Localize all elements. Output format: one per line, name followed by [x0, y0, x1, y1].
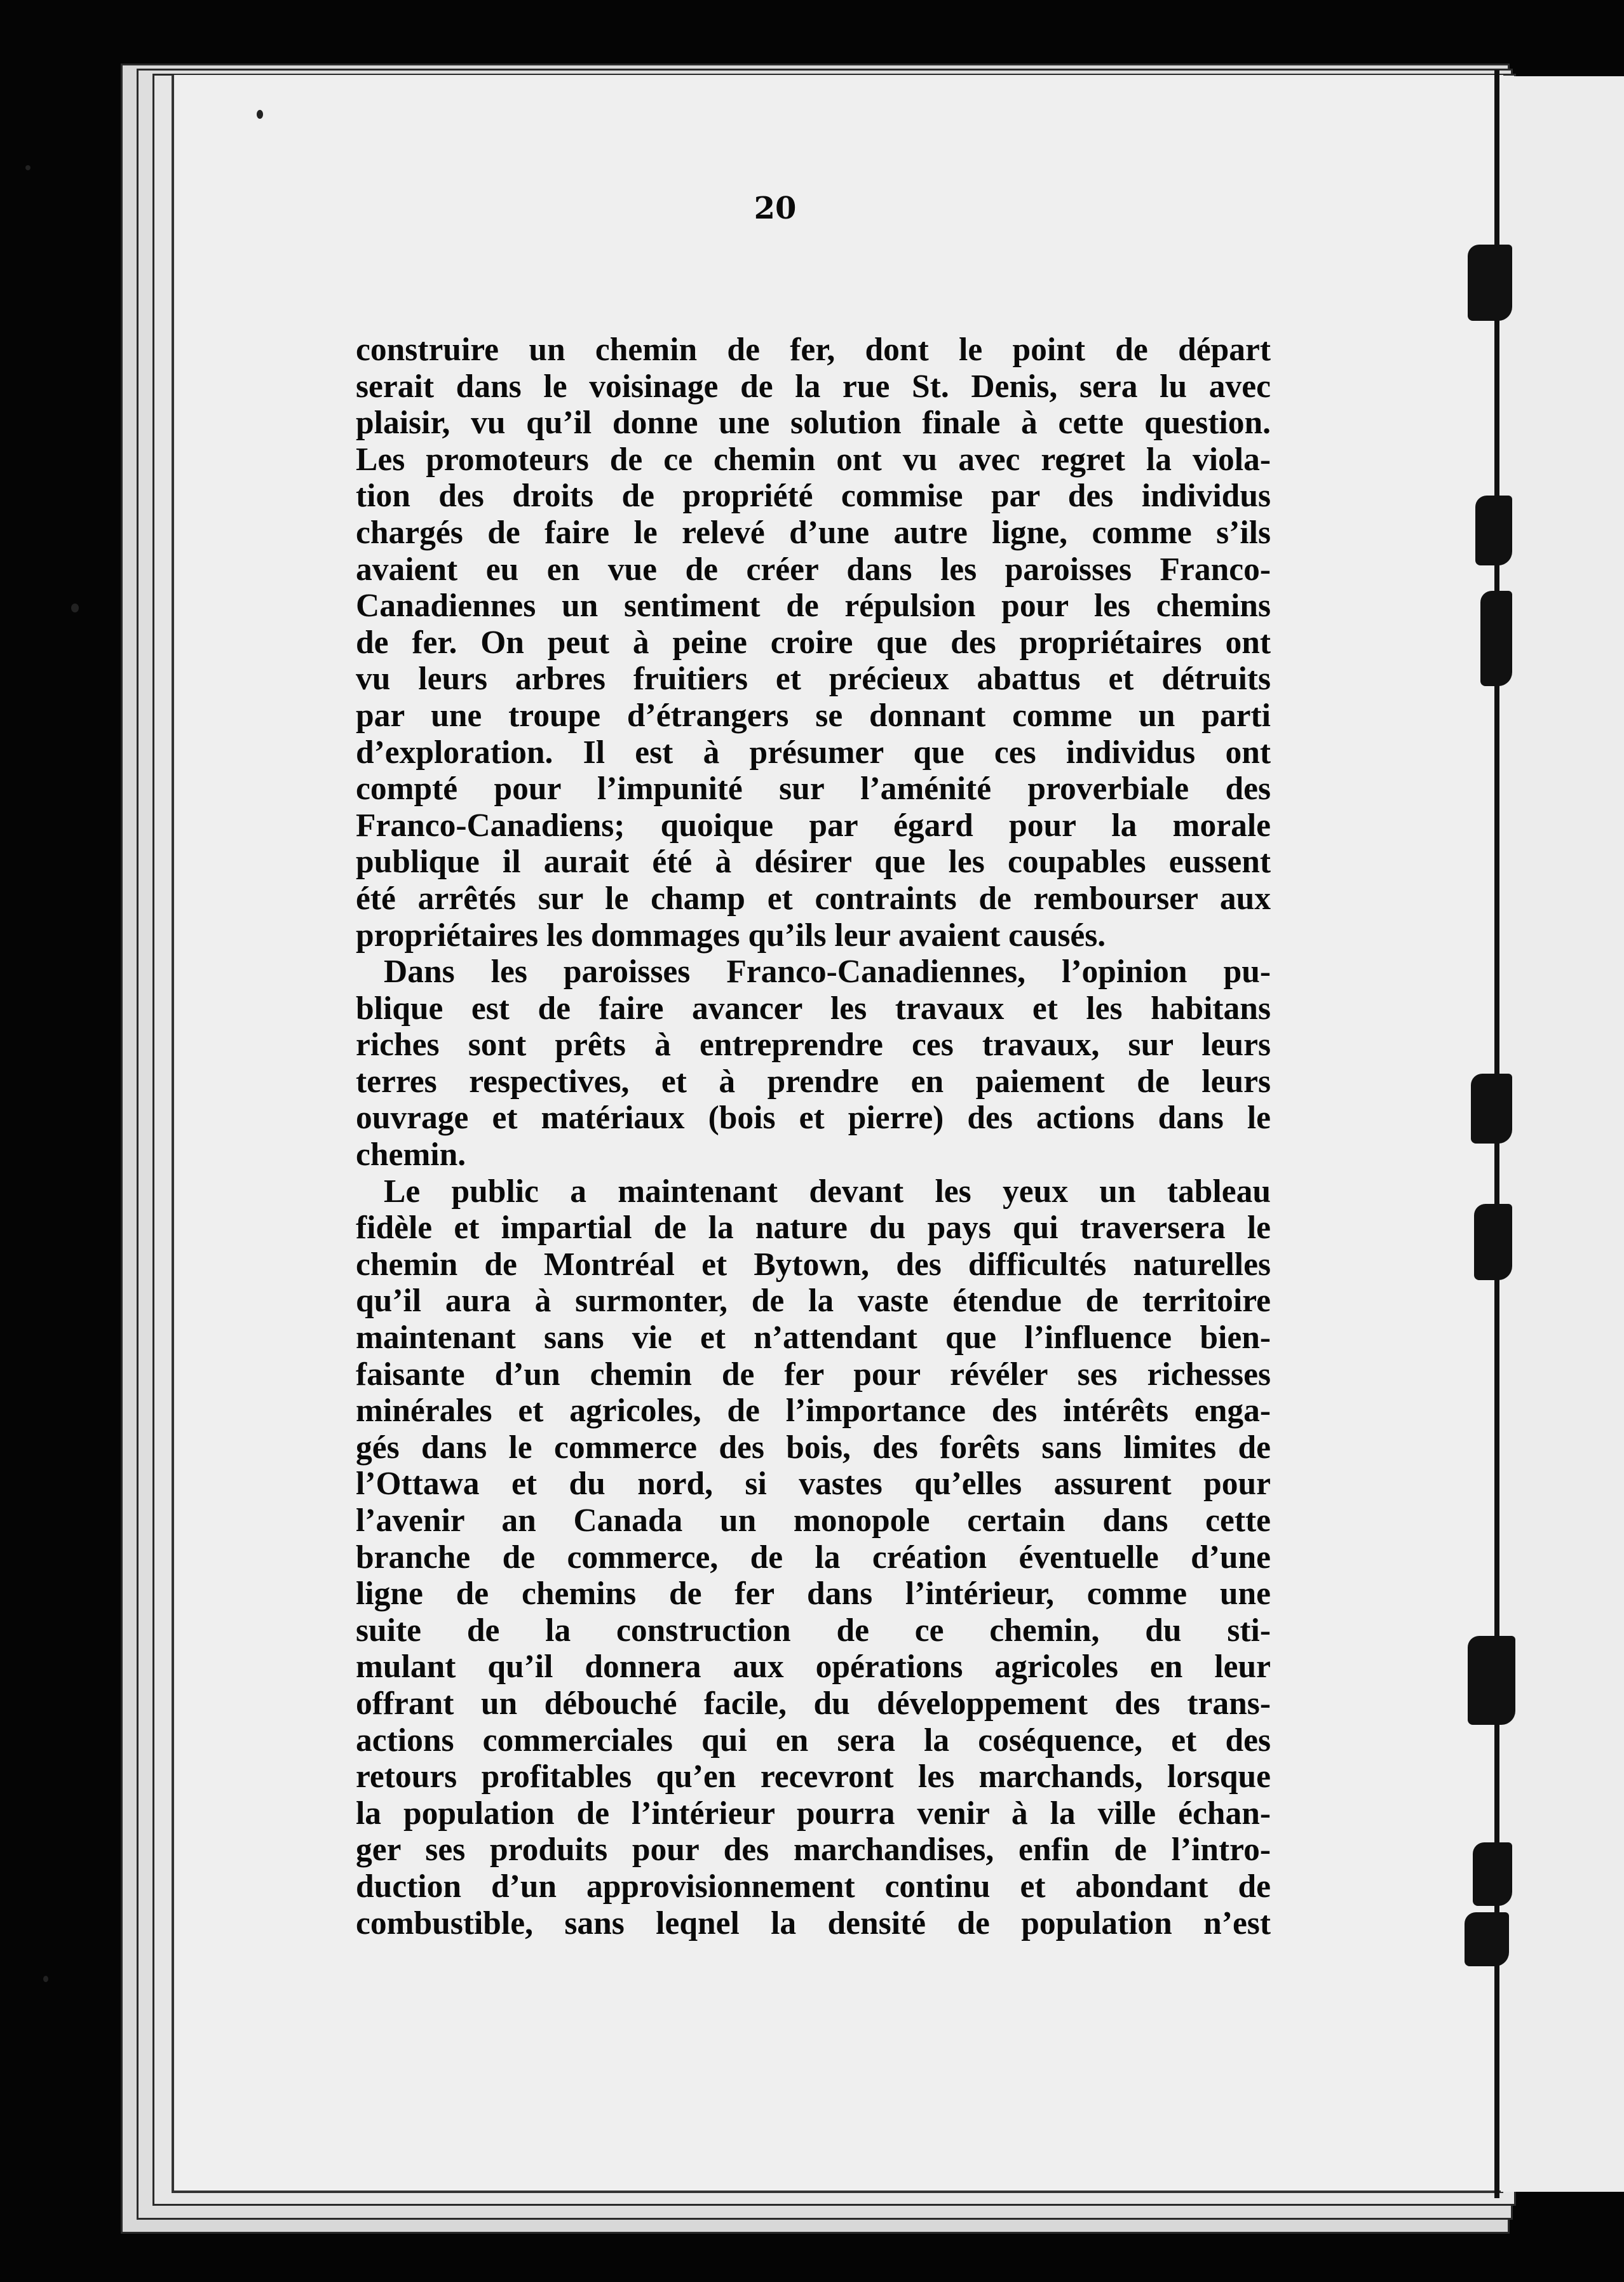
- text-line: tion des droits de propriété commise par des individus: [356, 478, 1271, 515]
- text-line: terres respectives, et à prendre en paiement de leurs: [356, 1063, 1271, 1100]
- text-line: minérales et agricoles, de l’importance des intérêts enga-: [356, 1393, 1271, 1429]
- binding-stitch: [1465, 1912, 1509, 1966]
- text-line: construire un chemin de fer, dont le point de départ: [356, 332, 1271, 368]
- text-line: l’Ottawa et du nord, si vastes qu’elles assurent pour: [356, 1466, 1271, 1502]
- text-line: branche de commerce, de la création éventuelle d’une: [356, 1539, 1271, 1576]
- text-line: Canadiennes un sentiment de répulsion pour les chemins: [356, 588, 1271, 625]
- text-line: blique est de faire avancer les travaux et les habitans: [356, 990, 1271, 1027]
- text-line: suite de la construction de ce chemin, du sti-: [356, 1612, 1271, 1649]
- text-line: chargés de faire le relevé d’une autre ligne, comme s’ils: [356, 514, 1271, 551]
- ink-speck: [43, 1976, 48, 1982]
- text-line: Le public a maintenant devant les yeux un tableau: [384, 1173, 1271, 1210]
- text-line: plaisir, vu qu’il donne une solution finale à cette question.: [356, 405, 1271, 442]
- text-line: duction d’un approvisionnement continu et abondant de: [356, 1868, 1271, 1905]
- facing-page-edge: [1501, 76, 1624, 2192]
- text-line: serait dans le voisinage de la rue St. Denis, sera lu avec: [356, 368, 1271, 405]
- text-line: maintenant sans vie et n’attendant que l’influence bien-: [356, 1320, 1271, 1356]
- text-line: chemin.: [356, 1137, 466, 1173]
- ink-speck: [25, 165, 30, 170]
- binding-stitch: [1480, 591, 1512, 686]
- text-line: par une troupe d’étrangers se donnant comme un parti: [356, 697, 1271, 734]
- text-line: offrant un débouché facile, du développement des trans-: [356, 1685, 1271, 1722]
- text-line: Les promoteurs de ce chemin ont vu avec regret la viola-: [356, 441, 1271, 478]
- text-line: Franco-Canadiens; quoique par égard pour la morale: [356, 807, 1271, 844]
- text-line: l’avenir an Canada un monopole certain dans cette: [356, 1502, 1271, 1539]
- binding-stitch: [1473, 1842, 1512, 1906]
- text-line: Dans les paroisses Franco-Canadiennes, l’opinion pu-: [384, 954, 1271, 990]
- text-line: ouvrage et matériaux (bois et pierre) des actions dans le: [356, 1100, 1271, 1137]
- text-line: avaient eu en vue de créer dans les paroisses Franco-: [356, 551, 1271, 588]
- binding-stitch: [1474, 1204, 1512, 1280]
- text-line: d’exploration. Il est à présumer que ces individus ont: [356, 734, 1271, 771]
- text-line: vu leurs arbres fruitiers et précieux abattus et détruits: [356, 661, 1271, 698]
- text-line: été arrêtés sur le champ et contraints de rembourser aux: [356, 880, 1271, 917]
- text-line: riches sont prêts à entreprendre ces travaux, sur leurs: [356, 1027, 1271, 1063]
- page-number: 20: [754, 191, 797, 226]
- text-line: compté pour l’impunité sur l’aménité proverbiale des: [356, 771, 1271, 807]
- text-line: qu’il aura à surmonter, de la vaste étendue de territoire: [356, 1283, 1271, 1320]
- binding-stitch: [1471, 1074, 1512, 1144]
- text-line: de fer. On peut à peine croire que des propriétaires ont: [356, 624, 1271, 661]
- text-line: ger ses produits pour des marchandises, enfin de l’intro-: [356, 1832, 1271, 1868]
- text-line: gés dans le commerce des bois, des forêts sans limites de: [356, 1429, 1271, 1466]
- text-line: la population de l’intérieur pourra venir à la ville échan-: [356, 1795, 1271, 1832]
- text-line: actions commerciales qui en sera la coséquence, et des: [356, 1722, 1271, 1759]
- text-line: retours profitables qu’en recevront les marchands, lorsque: [356, 1759, 1271, 1795]
- text-line: publique il aurait été à désirer que les coupables eussent: [356, 844, 1271, 881]
- text-line: ligne de chemins de fer dans l’intérieur, comme une: [356, 1576, 1271, 1612]
- text-line: faisante d’un chemin de fer pour révéler ses richesses: [356, 1356, 1271, 1393]
- text-line: propriétaires les dommages qu’ils leur avaient causés.: [356, 917, 1106, 954]
- text-line: chemin de Montréal et Bytown, des difficultés naturelles: [356, 1246, 1271, 1283]
- text-line: mulant qu’il donnera aux opérations agricoles en leur: [356, 1649, 1271, 1685]
- binding-stitch: [1475, 496, 1512, 565]
- binding-stitch: [1468, 245, 1512, 321]
- text-line: fidèle et impartial de la nature du pays qui traversera le: [356, 1210, 1271, 1246]
- body-text: [356, 332, 1271, 1941]
- ink-speck: [257, 110, 263, 119]
- text-line: combustible, sans leqnel la densité de population n’est: [356, 1905, 1271, 1941]
- binding-stitch: [1468, 1636, 1515, 1725]
- ink-speck: [71, 604, 79, 612]
